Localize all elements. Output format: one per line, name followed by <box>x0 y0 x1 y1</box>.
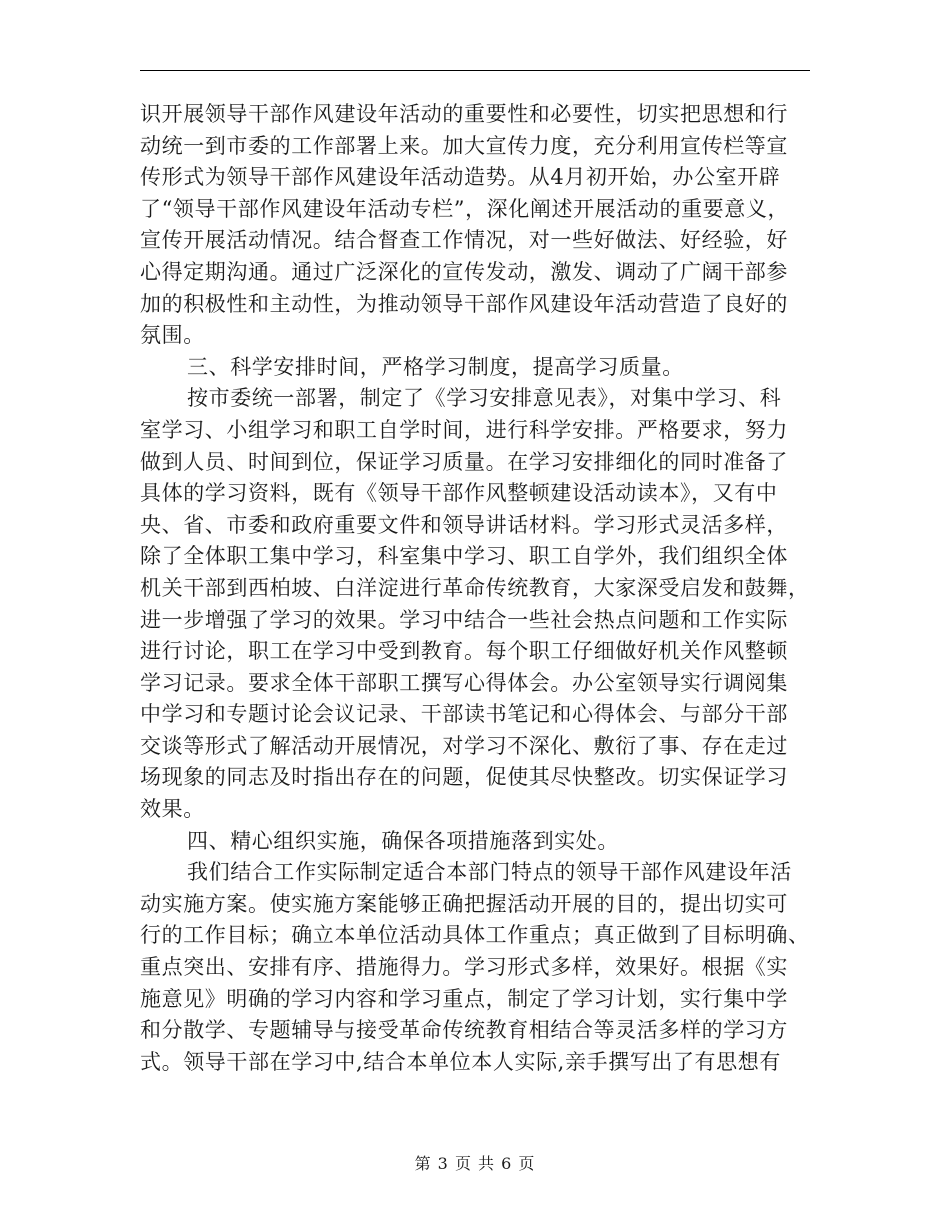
page-number: 第 3 页 共 6 页 <box>414 1154 536 1173</box>
text-line: 效果。 <box>140 797 205 822</box>
text-line: 动实施方案。使实施方案能够正确把握活动开展的目的，提出切实可 <box>140 891 788 916</box>
text-line: 施意见》明确的学习内容和学习重点，制定了学习计划，实行集中学 <box>140 986 788 1011</box>
text-line: 央、省、市委和政府重要文件和领导讲话材料。学习形式灵活多样， <box>140 512 788 537</box>
text-line: 除了全体职工集中学习，科室集中学习、职工自学外，我们组织全体 <box>140 544 788 569</box>
text-line: 重点突出、安排有序、措施得力。学习形式多样，效果好。根据《实 <box>140 955 788 980</box>
text-line: 交谈等形式了解活动开展情况，对学习不深化、敷衍了事、存在走过 <box>140 733 788 758</box>
text-line: 室学习、小组学习和职工自学时间，进行科学安排。严格要求，努力 <box>140 417 788 442</box>
text-line: 传形式为领导干部作风建设年活动造势。从4月初开始，办公室开辟 <box>140 165 781 190</box>
text-line: 学习记录。要求全体干部职工撰写心得体会。办公室领导实行调阅集 <box>140 670 788 695</box>
document-body <box>140 99 820 1078</box>
text-line: 动统一到市委的工作部署上来。加大宣传力度，充分利用宣传栏等宣 <box>140 133 788 158</box>
text-line: 进一步增强了学习的效果。学习中结合一些社会热点问题和工作实际 <box>140 607 788 632</box>
text-line: 心得定期沟通。通过广泛深化的宣传发动，激发、调动了广阔干部参 <box>140 259 788 284</box>
text-line: 四、精心组织实施，确保各项措施落到实处。 <box>187 828 619 853</box>
text-line: 了“领导干部作风建设年活动专栏”，深化阐述开展活动的重要意义， <box>140 196 790 221</box>
text-line: 识开展领导干部作风建设年活动的重要性和必要性，切实把思想和行 <box>140 102 788 126</box>
text-line: 宣传开展活动情况。结合督查工作情况，对一些好做法、好经验，好 <box>140 228 788 253</box>
header-rule <box>140 70 810 71</box>
text-line: 做到人员、时间到位，保证学习质量。在学习安排细化的同时准备了 <box>140 449 788 474</box>
text-line: 加的积极性和主动性，为推动领导干部作风建设年活动营造了良好的 <box>140 291 788 316</box>
text-line: 三、科学安排时间，严格学习制度，提高学习质量。 <box>187 354 684 379</box>
text-line: 氛围。 <box>140 323 205 348</box>
text-line: 式。领导干部在学习中,结合本单位本人实际,亲手撰写出了有思想有 <box>140 1049 781 1074</box>
text-line: 行的工作目标；确立本单位活动具体工作重点；真正做到了目标明确、 <box>140 923 810 948</box>
text-line: 中学习和专题讨论会议记录、干部读书笔记和心得体会、与部分干部 <box>140 702 788 727</box>
text-line: 机关干部到西柏坡、白洋淀进行革命传统教育，大家深受启发和鼓舞， <box>140 575 810 600</box>
text-line: 我们结合工作实际制定适合本部门特点的领导干部作风建设年活 <box>187 860 792 885</box>
text-line: 进行讨论，职工在学习中受到教育。每个职工仔细做好机关作风整顿 <box>140 639 788 664</box>
text-line: 场现象的同志及时指出存在的问题，促使其尽快整改。切实保证学习 <box>140 765 788 790</box>
text-line: 具体的学习资料，既有《领导干部作风整顿建设活动读本》，又有中 <box>140 481 778 506</box>
text-line: 按市委统一部署，制定了《学习安排意见表》，对集中学习、科 <box>187 386 782 411</box>
text-line: 和分散学、专题辅导与接受革命传统教育相结合等灵活多样的学习方 <box>140 1018 788 1043</box>
